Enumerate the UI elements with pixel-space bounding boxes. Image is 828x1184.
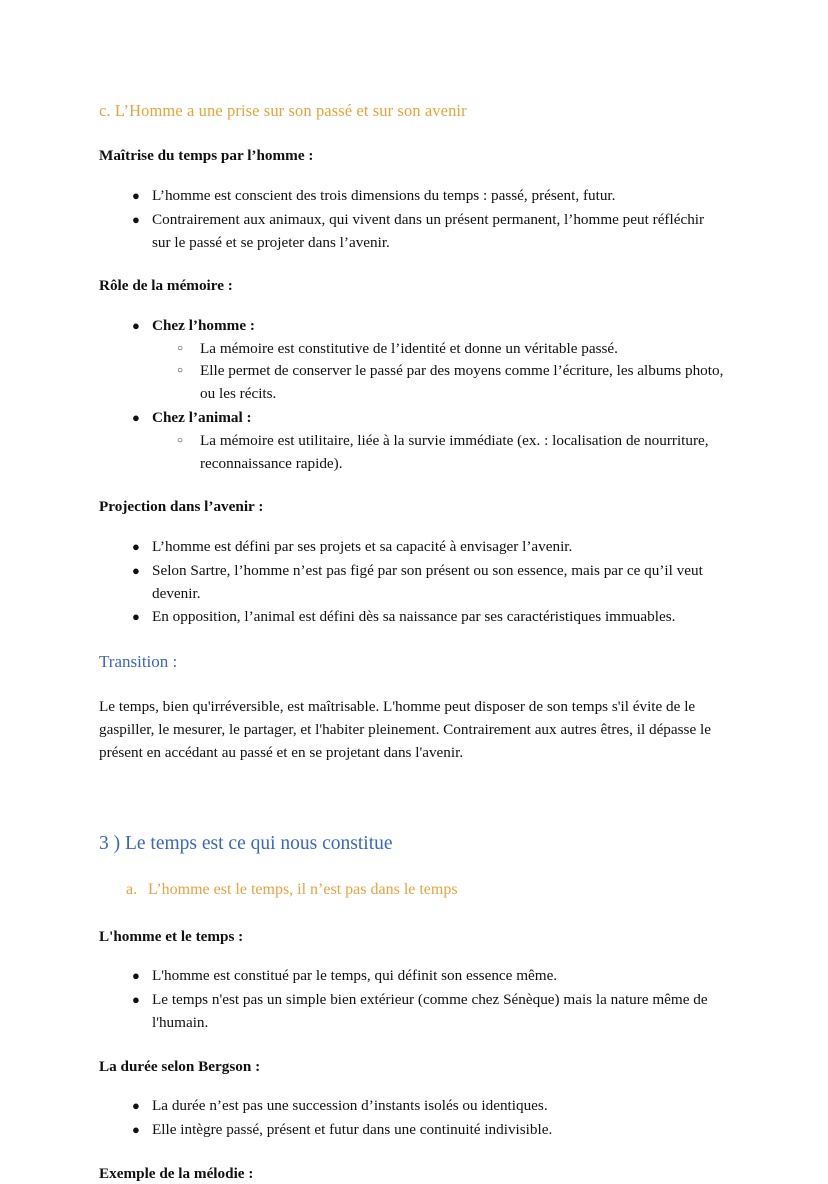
part3-subheading-a bbox=[99, 880, 725, 901]
list-item-text: Le temps n'est pas un simple bien extérieur (comme chez Sénèque) mais la nature même de l'humain. bbox=[152, 990, 708, 1031]
sublist-chez-lanimal bbox=[152, 430, 725, 476]
bullet-filled-icon: ● bbox=[132, 410, 140, 426]
list-role-de-la-memoire bbox=[99, 315, 725, 476]
bullet-filled-icon: ● bbox=[132, 317, 140, 333]
list-item bbox=[99, 1119, 725, 1142]
bullet-hollow-icon: ○ bbox=[177, 365, 184, 377]
section-heading-c: c. L’Homme a une prise sur son passé et sur son avenir bbox=[99, 101, 467, 120]
sublist-item bbox=[152, 430, 725, 476]
list-item-text: Elle intègre passé, présent et futur dans une continuité indivisible. bbox=[152, 1120, 553, 1138]
list-item-label: Chez l’homme : bbox=[152, 316, 255, 334]
sublist-item bbox=[152, 360, 725, 406]
list-item bbox=[99, 1095, 725, 1118]
list-item bbox=[99, 989, 725, 1035]
list-item-text: La durée n’est pas une succession d’instants isolés ou identiques. bbox=[152, 1097, 548, 1115]
list-item bbox=[99, 315, 725, 406]
bullet-filled-icon: ● bbox=[132, 538, 140, 554]
bullet-filled-icon: ● bbox=[132, 1098, 140, 1114]
subheading-exemple-de-la-melodie: Exemple de la mélodie : bbox=[99, 1164, 254, 1182]
transition-heading: Transition : bbox=[99, 652, 178, 672]
subheading-maitrise-du-temps: Maîtrise du temps par l’homme : bbox=[99, 147, 314, 165]
list-item bbox=[99, 407, 725, 475]
section-spacer bbox=[99, 783, 725, 831]
sublist-item-text: Elle permet de conserver le passé par des moyens comme l’écriture, les albums photo, ou les récits. bbox=[200, 362, 724, 403]
list-item bbox=[99, 209, 725, 255]
bullet-filled-icon: ● bbox=[132, 968, 140, 984]
list-item-text: L’homme est conscient des trois dimensions du temps : passé, présent, futur. bbox=[152, 186, 616, 204]
sublist-item-text: La mémoire est constitutive de l’identité et donne un véritable passé. bbox=[200, 339, 618, 357]
bullet-hollow-icon: ○ bbox=[177, 434, 184, 446]
list-item-text: En opposition, l’animal est défini dès sa naissance par ses caractéristiques immuables. bbox=[152, 608, 676, 626]
list-item-text: L’homme est défini par ses projets et sa capacité à envisager l’avenir. bbox=[152, 537, 573, 555]
part3-heading: 3 ) Le temps est ce qui nous constitue bbox=[99, 832, 393, 854]
list-item bbox=[99, 965, 725, 988]
list-projection-dans-lavenir bbox=[99, 536, 725, 629]
list-item-text: Contrairement aux animaux, qui vivent dans un présent permanent, l’homme peut réfléchir sur le passé et se projeter dans l’avenir. bbox=[152, 210, 705, 251]
bullet-filled-icon: ● bbox=[132, 991, 140, 1007]
list-la-duree-selon-bergson bbox=[99, 1095, 725, 1142]
list-item-label: Chez l’animal : bbox=[152, 409, 252, 427]
bullet-filled-icon: ● bbox=[132, 609, 140, 625]
list-item bbox=[99, 560, 725, 606]
bullet-filled-icon: ● bbox=[132, 211, 140, 227]
sublist-item bbox=[152, 338, 725, 361]
list-item-text: L'homme est constitué par le temps, qui définit son essence même. bbox=[152, 967, 558, 985]
list-item bbox=[99, 185, 725, 208]
transition-paragraph: Le temps, bien qu'irréversible, est maîtrisable. L'homme peut disposer de son temps s'il évite de le gaspiller, le mesurer, le partager, et l'habiter pleinement. Contrairement aux autres êtres, il dépasse le présent en accédant au passé et en se projetant dans l'avenir. bbox=[99, 698, 711, 762]
list-marker-a: a. bbox=[126, 880, 138, 898]
bullet-hollow-icon: ○ bbox=[177, 342, 184, 354]
subheading-la-duree-selon-bergson: La durée selon Bergson : bbox=[99, 1057, 261, 1075]
sublist-chez-lhomme bbox=[152, 338, 725, 406]
sublist-item-text: La mémoire est utilitaire, liée à la survie immédiate (ex. : localisation de nourriture, reconnaissance rapide). bbox=[200, 431, 709, 472]
part3-subheading-text: L’homme est le temps, il n’est pas dans le temps bbox=[148, 880, 458, 898]
bullet-filled-icon: ● bbox=[132, 562, 140, 578]
subheading-projection-dans-lavenir: Projection dans l’avenir : bbox=[99, 498, 264, 516]
subheading-lhomme-et-le-temps: L'homme et le temps : bbox=[99, 927, 244, 945]
bullet-filled-icon: ● bbox=[132, 1121, 140, 1137]
subheading-role-de-la-memoire: Rôle de la mémoire : bbox=[99, 277, 233, 295]
list-item bbox=[99, 536, 725, 559]
list-item-text: Selon Sartre, l’homme n’est pas figé par son présent ou son essence, mais par ce qu’il veut devenir. bbox=[152, 561, 703, 602]
list-lhomme-et-le-temps bbox=[99, 965, 725, 1034]
list-item bbox=[99, 606, 725, 629]
bullet-filled-icon: ● bbox=[132, 187, 140, 203]
list-maitrise-du-temps bbox=[99, 185, 725, 254]
